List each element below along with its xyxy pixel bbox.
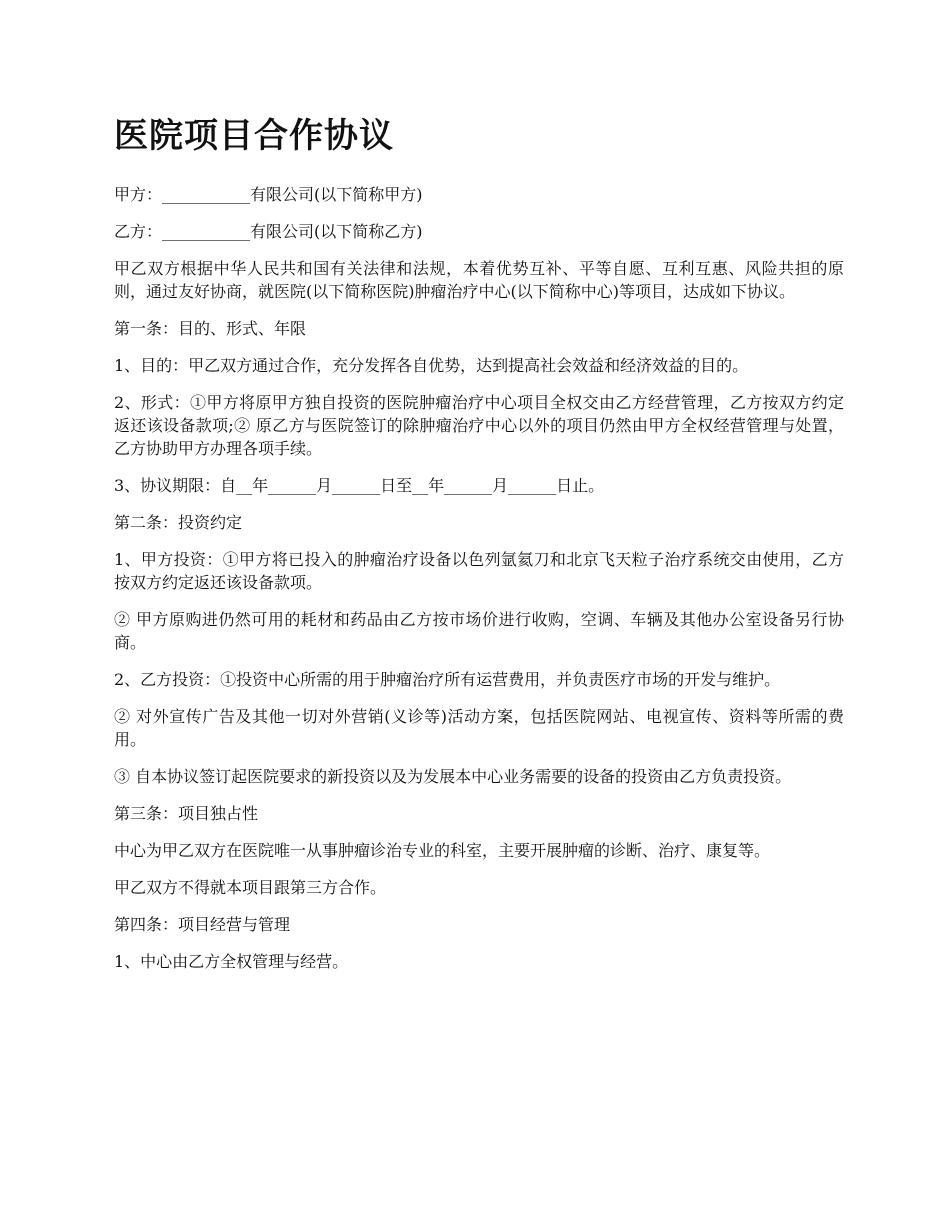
article-3-heading: 第三条：项目独占性 xyxy=(114,804,259,823)
article-1-heading: 第一条：目的、形式、年限 xyxy=(114,319,307,338)
article-4-clause-1: 1、中心由乙方全权管理与经营。 xyxy=(114,952,349,971)
document-title: 医院项目合作协议 xyxy=(114,116,394,156)
article-4-heading: 第四条：项目经营与管理 xyxy=(114,915,291,934)
article-1-clause-1: 1、目的：甲乙双方通过合作，充分发挥各自优势，达到提高社会效益和经济效益的目的。 xyxy=(114,356,749,375)
party-a-line: 甲方：___________有限公司(以下简称甲方) xyxy=(114,185,423,204)
article-3-paragraph-2: 甲乙双方不得就本项目跟第三方合作。 xyxy=(114,878,387,897)
preamble-paragraph: 甲乙双方根据中华人民共和国有关法律和法规，本着优势互补、平等自愿、互利互惠、风险共担的原则，通过友好协商，就医院(以下简称医院)肿瘤治疗中心(以下简称中心)等项目，达成如下协议。 xyxy=(114,259,844,301)
article-2-clause-2-item-2: ② 对外宣传广告及其他一切对外营销(义诊等)活动方案，包括医院网站、电视宣传、资料等所需的费用。 xyxy=(114,707,844,749)
article-2-clause-2-item-3: ③ 自本协议签订起医院要求的新投资以及为发展本中心业务需要的设备的投资由乙方负责投资。 xyxy=(114,767,792,786)
article-2-clause-2: 2、乙方投资：①投资中心所需的用于肿瘤治疗所有运营费用，并负责医疗市场的开发与维护。 xyxy=(114,670,781,689)
article-2-clause-1-item-2: ② 甲方原购进仍然可用的耗材和药品由乙方按市场价进行收购，空调、车辆及其他办公室设备另行协商。 xyxy=(114,610,844,652)
document-page xyxy=(114,112,844,987)
article-2-clause-1: 1、甲方投资：①甲方将已投入的肿瘤治疗设备以色列氩氦刀和北京飞天粒子治疗系统交由使用，乙方按双方约定返还该设备款项。 xyxy=(114,550,844,592)
article-2-heading: 第二条：投资约定 xyxy=(114,513,243,532)
party-b-line: 乙方：___________有限公司(以下简称乙方) xyxy=(114,222,423,241)
article-1-clause-2: 2、形式：①甲方将原甲方独自投资的医院肿瘤治疗中心项目全权交由乙方经营管理，乙方按双方约定返还该设备款项;② 原乙方与医院签订的除肿瘤治疗中心以外的项目仍然由甲方全权经营管理与处置，乙方协助甲方办理各项手续。 xyxy=(114,393,844,458)
article-3-paragraph-1: 中心为甲乙双方在医院唯一从事肿瘤诊治专业的科室，主要开展肿瘤的诊断、治疗、康复等。 xyxy=(114,841,771,860)
article-1-clause-3: 3、协议期限：自__年______月______日至__年______月______日止。 xyxy=(114,476,605,495)
